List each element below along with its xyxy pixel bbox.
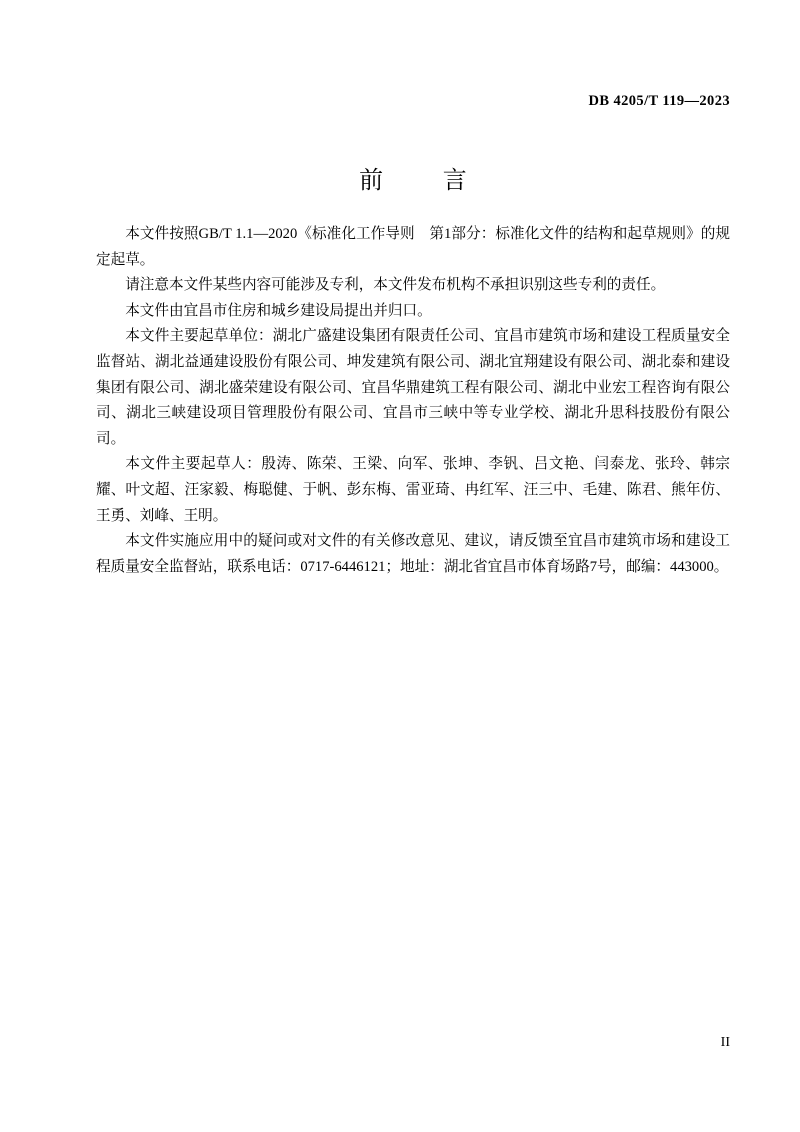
paragraph-drafting-organizations: 本文件主要起草单位：湖北广盛建设集团有限责任公司、宜昌市建筑市场和建设工程质量安全监督站、湖北益通建设股份有限公司、坤发建筑有限公司、湖北宜翔建设有限公司、湖北泰和建设集团有限公司、湖北盛荣建设有限公司、宜昌华鼎建筑工程有限公司、湖北中业宏工程咨询有限公司、湖北三峡建设项目管理股份有限公司、宜昌市三峡中等专业学校、湖北升思科技股份有限公司。 <box>96 328 730 447</box>
paragraph-scope-basis: 本文件按照GB/T 1.1—2020《标准化工作导则 第1部分：标准化文件的结构和起草规则》的规定起草。 <box>96 226 730 268</box>
standard-number: DB 4205/T 119—2023 <box>588 93 730 109</box>
paragraph-patent-notice: 请注意本文件某些内容可能涉及专利，本文件发布机构不承担识别这些专利的责任。 <box>125 277 666 294</box>
paragraph-feedback-contact: 本文件实施应用中的疑问或对文件的有关修改意见、建议，请反馈至宜昌市建筑市场和建设工程质量安全监督站，联系电话：0717-6446121；地址：湖北省宜昌市体育场路7号，邮编：443000。 <box>96 533 730 575</box>
page-footer <box>96 1035 730 1051</box>
page-header <box>96 92 730 110</box>
page-title: 前 言 <box>359 166 493 194</box>
page-number: II <box>720 1035 730 1050</box>
paragraph-drafting-persons: 本文件主要起草人：殷涛、陈荣、王梁、向军、张坤、李钒、吕文艳、闫泰龙、张玲、韩宗耀、叶文超、汪家毅、梅聪健、于帆、彭东梅、雷亚琦、冉红军、汪三中、毛建、陈君、熊年仿、王勇、刘峰、王明。 <box>96 456 730 524</box>
page-content <box>96 0 730 1132</box>
paragraph-proposing-authority: 本文件由宜昌市住房和城乡建设局提出并归口。 <box>125 302 432 319</box>
foreword-body <box>96 222 730 580</box>
